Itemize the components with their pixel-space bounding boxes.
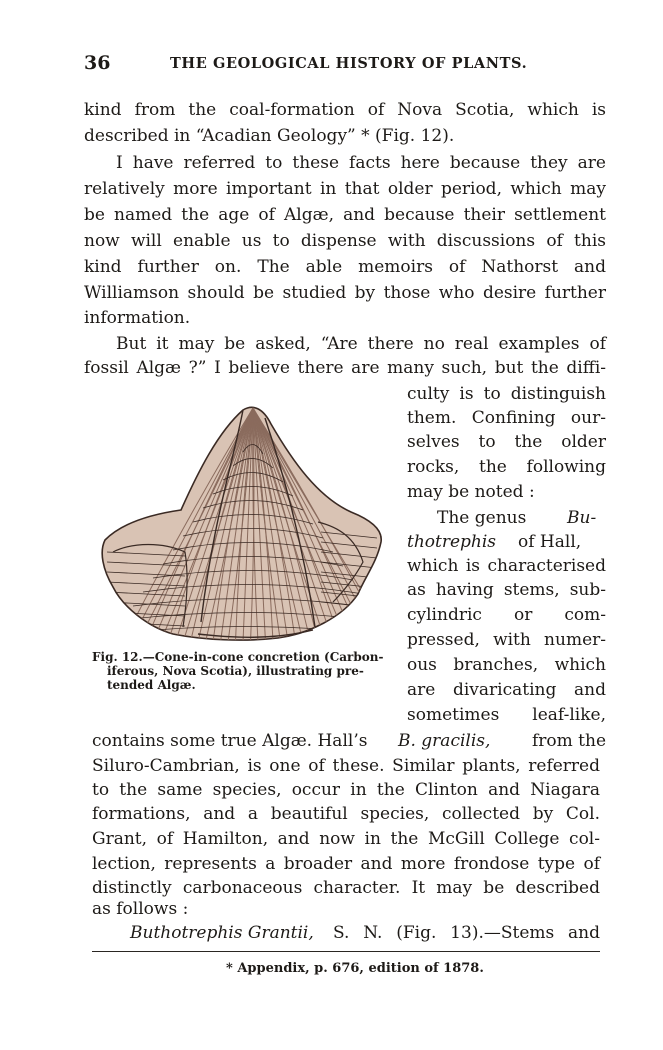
- body-line: kind from the coal-formation of Nova Scotia, which is: [84, 100, 606, 120]
- body-line: S. N. (Fig. 13).—Stems and: [333, 923, 600, 943]
- body-line: information.: [84, 308, 191, 328]
- body-line: described in “Acadian Geology” * (Fig. 12).: [84, 126, 455, 146]
- wrap-line: ous branches, which: [407, 655, 606, 675]
- wrap-line: as having stems, sub-: [407, 580, 606, 600]
- figure-12-illustration: [93, 402, 385, 642]
- body-line: relatively more important in that older period, which may: [84, 179, 606, 199]
- wrap-line: cylindric or com-: [407, 605, 606, 625]
- wrap-line: selves to the older: [407, 432, 606, 452]
- cone-in-cone-drawing: [93, 402, 385, 642]
- body-line: Williamson should be studied by those who desire further: [84, 283, 606, 303]
- body-line: I have referred to these facts here because they are: [116, 153, 606, 173]
- body-line: Siluro-Cambrian, is one of these. Similar plants, referred: [92, 756, 600, 776]
- wrap-line-italic: Bu-: [567, 508, 597, 528]
- body-line: now will enable us to dispense with discussions of this: [84, 231, 606, 251]
- body-line: distinctly carbonaceous character. It may be described: [92, 878, 600, 898]
- body-line-italic: B. gracilis,: [398, 731, 491, 751]
- wrap-line: The genus: [437, 508, 527, 528]
- body-line: kind further on. The able memoirs of Nathorst and: [84, 257, 606, 277]
- body-line: Grant, of Hamilton, and now in the McGill College col-: [92, 829, 600, 849]
- page-header: [84, 52, 604, 78]
- body-line: from the: [532, 731, 607, 751]
- wrap-line: sometimes leaf-like,: [407, 705, 606, 725]
- body-line: to the same species, occur in the Clinton and Niagara: [92, 780, 600, 800]
- caption-line: iferous, Nova Scotia), illustrating pre-: [107, 664, 364, 678]
- body-line: fossil Algæ ?” I believe there are many such, but the diffi-: [84, 358, 606, 378]
- body-line: be named the age of Algæ, and because their settlement: [84, 205, 606, 225]
- body-line: formations, and a beautiful species, collected by Col.: [92, 804, 600, 824]
- page-number: 36: [84, 52, 111, 74]
- wrap-line: culty is to distinguish: [407, 384, 606, 404]
- wrap-line: rocks, the following: [407, 457, 606, 477]
- body-line: But it may be asked, “Are there no real examples of: [116, 334, 606, 354]
- footnote: * Appendix, p. 676, edition of 1878.: [226, 961, 484, 976]
- body-line: contains some true Algæ. Hall’s: [92, 731, 368, 751]
- wrap-line: which is characterised: [407, 556, 606, 576]
- figure-caption: [92, 650, 387, 692]
- wrap-line: pressed, with numer-: [407, 630, 606, 650]
- caption-line: Fig. 12.—Cone-in-cone concretion (Carbon-: [92, 650, 384, 664]
- footnote-rule: [92, 951, 600, 952]
- caption-line: tended Algæ.: [107, 678, 196, 692]
- wrap-line: are divaricating and: [407, 680, 606, 700]
- wrap-line: may be noted :: [407, 482, 535, 502]
- wrap-line: of Hall,: [518, 532, 582, 552]
- wrap-line: them. Confining our-: [407, 408, 606, 428]
- body-line: as follows :: [92, 899, 189, 919]
- body-line: lection, represents a broader and more frondose type of: [92, 854, 600, 874]
- running-head: THE GEOLOGICAL HISTORY OF PLANTS.: [170, 55, 528, 72]
- body-line-italic: Buthotrephis Grantii,: [130, 923, 314, 943]
- wrap-line-italic: thotrephis: [407, 532, 497, 552]
